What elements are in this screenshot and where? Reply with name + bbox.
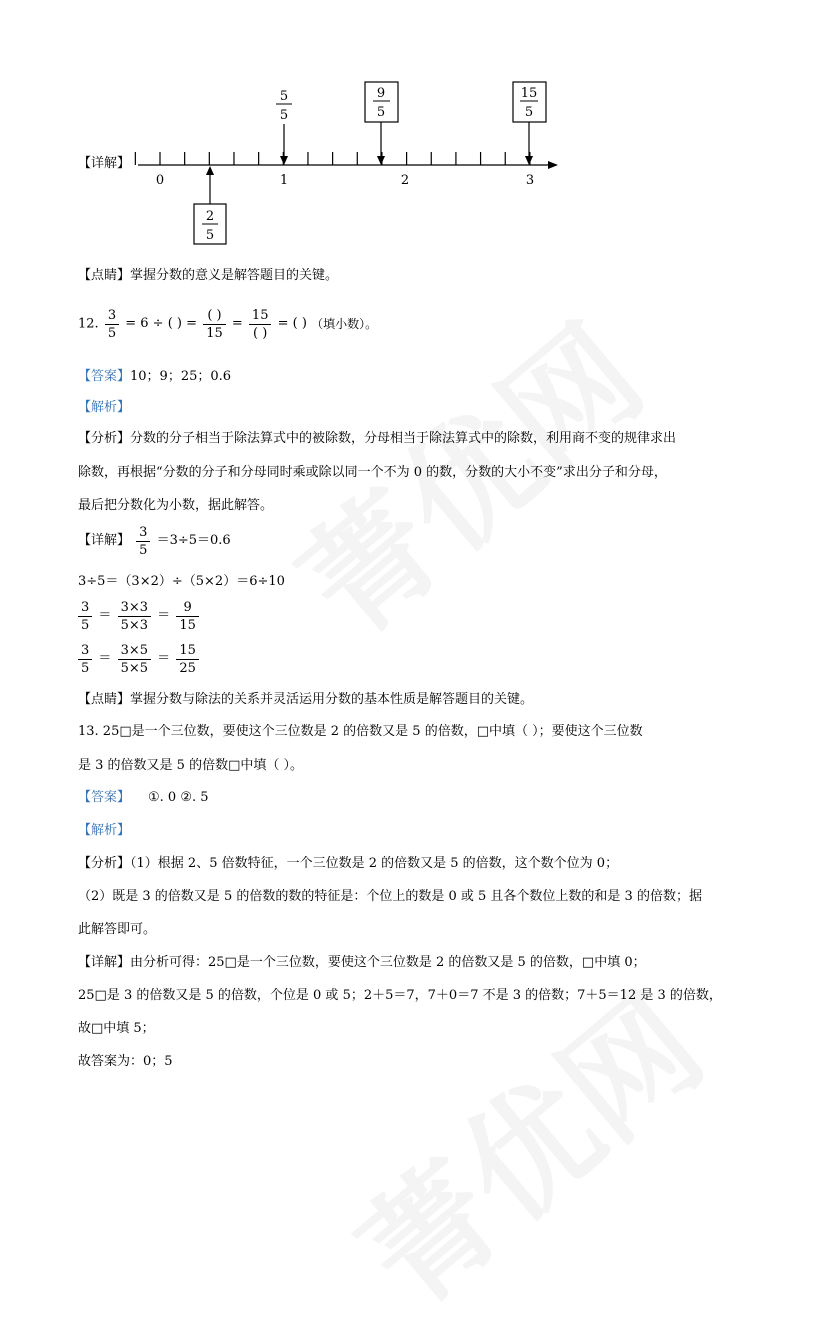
tick-label-0: 0 [155,173,165,188]
q13-xiangjie-4: 故答案为：0；5 [78,1054,173,1069]
q11-detail-label: 【详解】 [78,156,131,171]
tick-label-2: 2 [400,173,410,188]
q12-fenxi-3: 最后把分数化为小数，据此解答。 [78,498,274,513]
fraction-2-5-num: 2 [205,209,215,224]
number-line-figure [0,0,830,260]
tick-label-1: 1 [279,173,289,188]
q13-xiangjie-2: 25□是 3 的倍数又是 5 的倍数，个位是 0 或 5；2＋5＝7，7＋0＝7 不是 3 的倍数；7＋5＝12 是 3 的倍数， [78,988,722,1003]
q12-xiangjie-2: 3÷5＝（3×2）÷（5×2）＝6÷10 [78,574,285,589]
q12-answer: 【答案】10；9；25；0.6 [78,369,232,384]
q12-xiangjie-1: 【详解】 $\frac{3}{5}$ ＝3÷5＝0.6 [78,524,231,558]
fraction-9-5-num: 9 [376,86,386,101]
q13-xiangjie-3: 故□中填 5； [78,1021,155,1036]
q13-fenxi-2: （2）既是 3 的倍数又是 5 的倍数的数的特征是：个位上的数是 0 或 5 且各个数位上数的和是 3 的倍数；据 [78,889,702,904]
q11-comment: 【点睛】掌握分数的意义是解答题目的关键。 [78,268,339,283]
number-line-arrowhead [548,161,558,169]
q13-xiangjie-1: 【详解】由分析可得：25□是一个三位数，要使这个三位数是 2 的倍数又是 5 的倍数，□中填 0； [78,955,646,970]
q13-question-1: 13. 25□是一个三位数，要使这个三位数是 2 的倍数又是 5 的倍数，□中填（ ）；要使这个三位数 [78,724,643,739]
q12-xiangjie-4: $\frac{3}{5}$ ＝ $\frac{3\times 5}{5\times 5}$ ＝ $\frac{15}{25}$ [78,641,201,678]
q12-xiangjie-3: $\frac{3}{5}$ ＝ $\frac{3\times 3}{5\times 3}$ ＝ $\frac{9}{15}$ [78,598,201,635]
q12-analysis-label: 【解析】 [78,400,131,415]
q12-question: 12. $\frac{3}{5}$ = 6 ÷ ( ) = $\frac{( )}{15}$ = $\frac{15}{( )}$ = ( ) （填小数）。 [78,307,378,341]
fraction-5-5-num: 5 [279,89,289,104]
q13-answer: 【答案】 ①. 0 ②. 5 [78,790,209,805]
fraction-2-5-den: 5 [205,228,215,243]
fraction-15-5-den: 5 [524,105,534,120]
q12-dianjing: 【点睛】掌握分数与除法的关系并灵活运用分数的基本性质是解答题目的关键。 [78,692,534,707]
watermark [316,947,735,1340]
q13-analysis-label: 【解析】 [78,823,131,838]
fraction-5-5-den: 5 [279,108,289,123]
q12-fenxi-2: 除数，再根据“分数的分子和分母同时乘或除以同一个不为 0 的数，分数的大小不变”求出分子和分母， [78,465,667,480]
fraction-15-5-num: 15 [520,86,538,101]
q13-fenxi-3: 此解答即可。 [78,922,157,937]
fraction-9-5-den: 5 [376,105,386,120]
q13-question-2: 是 3 的倍数又是 5 的倍数□中填（ ）。 [78,758,303,773]
q12-fenxi-1: 【分析】分数的分子相当于除法算式中的被除数，分母相当于除法算式中的除数，利用商不变的规律求出 [78,431,677,446]
comment-label: 【点睛】 [78,268,131,283]
q13-fenxi-1: 【分析】（1）根据 2、5 倍数特征，一个三位数是 2 的倍数又是 5 的倍数，这个数个位为 0； [78,856,619,871]
tick-label-3: 3 [525,173,535,188]
